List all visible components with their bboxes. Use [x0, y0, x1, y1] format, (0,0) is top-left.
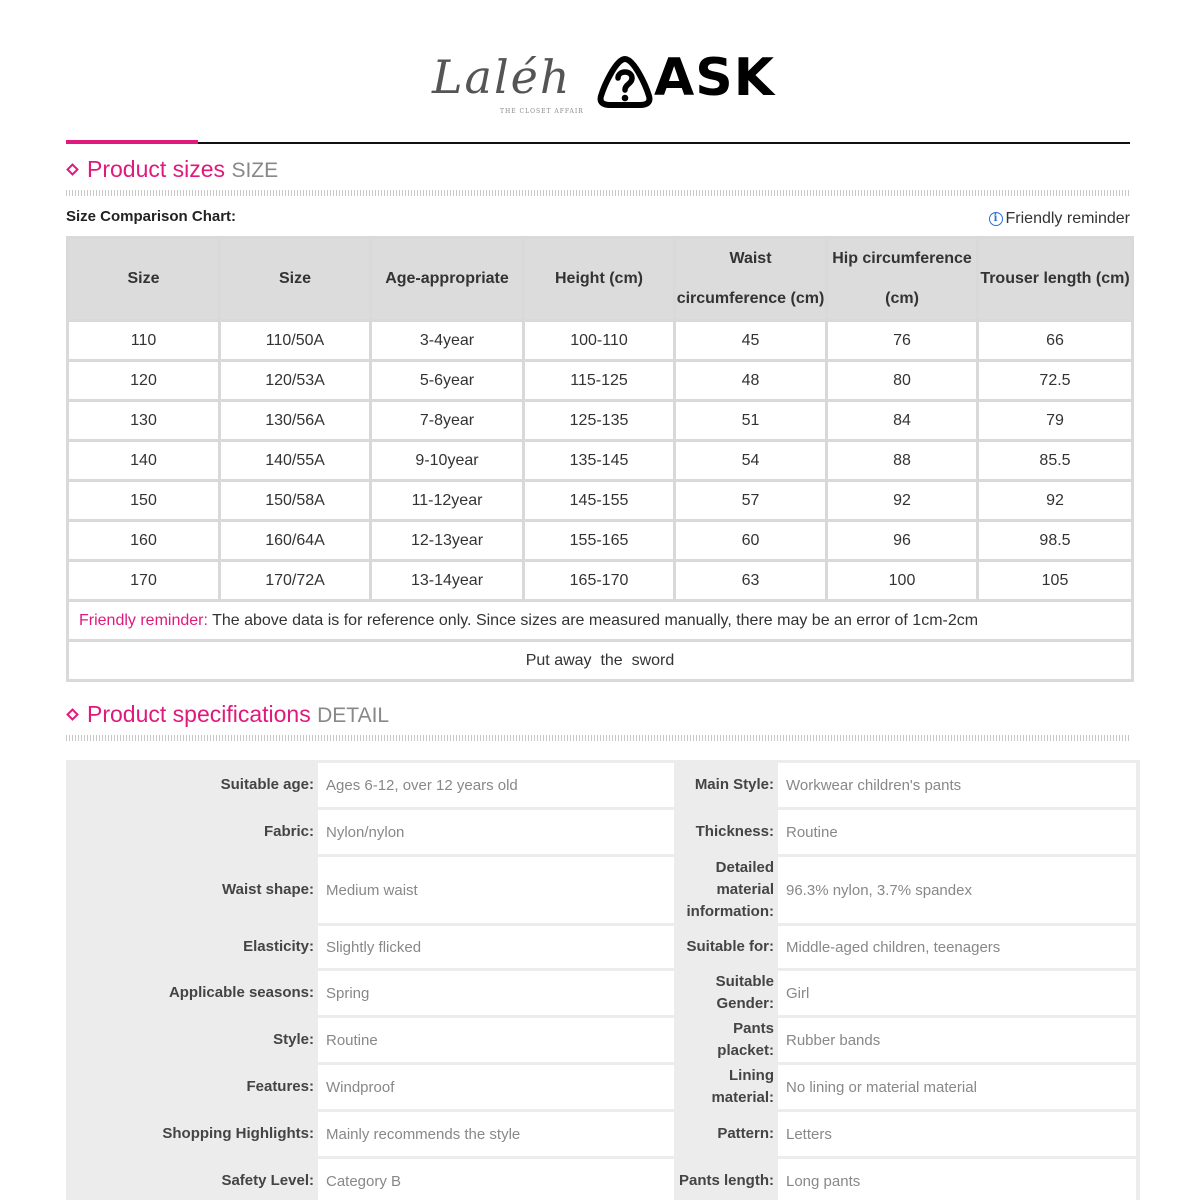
spec-row	[70, 1065, 1136, 1109]
spec-value: Rubber bands	[778, 1018, 1136, 1062]
table-cell: 170/72A	[220, 561, 371, 601]
reminder-note	[68, 601, 1133, 641]
table-cell: 80	[827, 361, 978, 401]
tab-underline	[66, 140, 1130, 145]
table-cell: 88	[827, 441, 978, 481]
table-row	[68, 401, 1133, 441]
spec-label: Lining material:	[711, 1067, 774, 1106]
table-cell: 110	[68, 321, 220, 361]
column-header: Trouser length (cm)	[978, 238, 1133, 321]
spec-value: Routine	[318, 1018, 674, 1062]
table-cell: 150	[68, 481, 220, 521]
table-cell: 72.5	[978, 361, 1133, 401]
spec-label: Pants placket:	[717, 1020, 774, 1059]
table-cell: 63	[675, 561, 827, 601]
spec-row	[70, 763, 1136, 807]
spec-row	[70, 810, 1136, 854]
spec-value: Windproof	[318, 1065, 674, 1109]
table-cell: 115-125	[524, 361, 675, 401]
table-cell: 125-135	[524, 401, 675, 441]
spec-value: Long pants	[778, 1159, 1136, 1200]
section-title	[87, 701, 389, 728]
table-cell: 110/50A	[220, 321, 371, 361]
spec-label: Detailed material information:	[686, 859, 774, 920]
table-cell: 84	[827, 401, 978, 441]
spec-value: Workwear children's pants	[778, 763, 1136, 807]
chart-label: Size Comparison Chart:	[66, 208, 237, 225]
spec-row	[70, 1159, 1136, 1200]
table-footer-text: Put away the sword	[68, 641, 1133, 681]
laleh-tagline: THE CLOSET AFFAIR	[500, 108, 584, 115]
spec-value: No lining or material material	[778, 1065, 1136, 1109]
table-cell: 100-110	[524, 321, 675, 361]
diamond-icon	[66, 163, 79, 176]
table-cell: 45	[675, 321, 827, 361]
table-cell: 12-13year	[371, 521, 524, 561]
table-cell: 60	[675, 521, 827, 561]
table-row	[68, 441, 1133, 481]
section-title	[87, 156, 278, 183]
spec-label: Style:	[273, 1031, 314, 1048]
spec-row	[70, 971, 1136, 1015]
table-cell: 170	[68, 561, 220, 601]
spec-value: Nylon/nylon	[318, 810, 674, 854]
spec-label: Applicable seasons:	[168, 984, 314, 1001]
spec-value: Mainly recommends the style	[318, 1112, 674, 1156]
spec-value: Medium waist	[318, 857, 674, 923]
friendly-reminder-link[interactable]	[989, 210, 1130, 228]
spec-label: Suitable Gender:	[715, 973, 774, 1012]
column-header: Hip circumference (cm)	[827, 238, 978, 321]
column-header: Size	[220, 238, 371, 321]
table-cell: 140/55A	[220, 441, 371, 481]
divider	[66, 142, 1130, 144]
table-row	[68, 561, 1133, 601]
spec-value: Category B	[318, 1159, 674, 1200]
note-row	[68, 601, 1133, 641]
spec-label: Waist shape:	[222, 881, 314, 898]
table-cell: 57	[675, 481, 827, 521]
table-cell: 85.5	[978, 441, 1133, 481]
table-cell: 5-6year	[371, 361, 524, 401]
spec-label: Elasticity:	[243, 938, 314, 955]
column-header: Waist circumference (cm)	[675, 238, 827, 321]
section-subtitle: DETAIL	[317, 704, 390, 727]
table-cell: 145-155	[524, 481, 675, 521]
size-comparison-table	[66, 236, 1134, 682]
table-cell: 48	[675, 361, 827, 401]
table-cell: 120/53A	[220, 361, 371, 401]
ask-logo-icon	[596, 56, 654, 108]
table-cell: 96	[827, 521, 978, 561]
section-subtitle: SIZE	[231, 159, 279, 182]
column-header: Size	[68, 238, 220, 321]
active-tab-indicator	[66, 140, 198, 144]
table-cell: 150/58A	[220, 481, 371, 521]
table-cell: 135-145	[524, 441, 675, 481]
table-cell: 76	[827, 321, 978, 361]
table-cell: 9-10year	[371, 441, 524, 481]
spec-label: Pattern:	[717, 1125, 774, 1142]
spec-value: Middle-aged children, teenagers	[778, 926, 1136, 968]
column-header: Height (cm)	[524, 238, 675, 321]
table-cell: 120	[68, 361, 220, 401]
table-cell: 140	[68, 441, 220, 481]
spec-label: Suitable age:	[220, 776, 314, 793]
table-cell: 79	[978, 401, 1133, 441]
table-row	[68, 521, 1133, 561]
spec-label: Safety Level:	[221, 1172, 314, 1189]
table-cell: 160/64A	[220, 521, 371, 561]
hatched-divider	[66, 735, 1130, 741]
spec-value: Routine	[778, 810, 1136, 854]
hatched-divider	[66, 190, 1130, 196]
friendly-reminder-label: Friendly reminder	[1005, 210, 1130, 227]
table-cell: 165-170	[524, 561, 675, 601]
table-cell: 51	[675, 401, 827, 441]
table-row	[68, 361, 1133, 401]
table-cell: 66	[978, 321, 1133, 361]
spec-value: Ages 6-12, over 12 years old	[318, 763, 674, 807]
spec-label: Thickness:	[695, 823, 774, 840]
reminder-note-text: The above data is for reference only. Since sizes are measured manually, there may be an error of 1cm-2cm	[207, 611, 979, 629]
brand-header	[0, 30, 1200, 120]
column-header: Age-appropriate	[371, 238, 524, 321]
table-row	[68, 321, 1133, 361]
footer-row	[68, 641, 1133, 681]
spec-value: Letters	[778, 1112, 1136, 1156]
table-header-row	[68, 238, 1133, 321]
table-cell: 13-14year	[371, 561, 524, 601]
specifications-table	[66, 760, 1140, 1200]
table-cell: 92	[978, 481, 1133, 521]
ask-logo: ASK	[654, 48, 775, 108]
table-cell: 160	[68, 521, 220, 561]
table-cell: 155-165	[524, 521, 675, 561]
table-cell: 7-8year	[371, 401, 524, 441]
spec-label: Shopping Highlights:	[162, 1125, 314, 1142]
table-cell: 54	[675, 441, 827, 481]
spec-row	[70, 1018, 1136, 1062]
table-cell: 100	[827, 561, 978, 601]
spec-value: Girl	[778, 971, 1136, 1015]
spec-label: Pants length:	[678, 1172, 774, 1189]
diamond-icon	[66, 708, 79, 721]
table-cell: 92	[827, 481, 978, 521]
table-cell: 11-12year	[371, 481, 524, 521]
spec-label: Main Style:	[694, 776, 774, 793]
info-icon: i	[989, 212, 1003, 226]
table-cell: 3-4year	[371, 321, 524, 361]
table-cell: 130/56A	[220, 401, 371, 441]
laleh-logo: Laléh	[432, 50, 572, 104]
spec-label: Fabric:	[263, 823, 314, 840]
spec-row	[70, 857, 1136, 923]
spec-value: Slightly flicked	[318, 926, 674, 968]
spec-value: 96.3% nylon, 3.7% spandex	[778, 857, 1136, 923]
table-cell: 130	[68, 401, 220, 441]
spec-value: Spring	[318, 971, 674, 1015]
spec-row	[70, 1112, 1136, 1156]
section-title-text: Product sizes	[87, 156, 226, 182]
spec-label: Suitable for:	[686, 938, 774, 955]
table-row	[68, 481, 1133, 521]
table-cell: 98.5	[978, 521, 1133, 561]
spec-row	[70, 926, 1136, 968]
table-cell: 105	[978, 561, 1133, 601]
section-title-text: Product specifications	[87, 701, 311, 727]
spec-label: Features:	[246, 1078, 314, 1095]
reminder-note-label: Friendly reminder:	[79, 611, 208, 629]
